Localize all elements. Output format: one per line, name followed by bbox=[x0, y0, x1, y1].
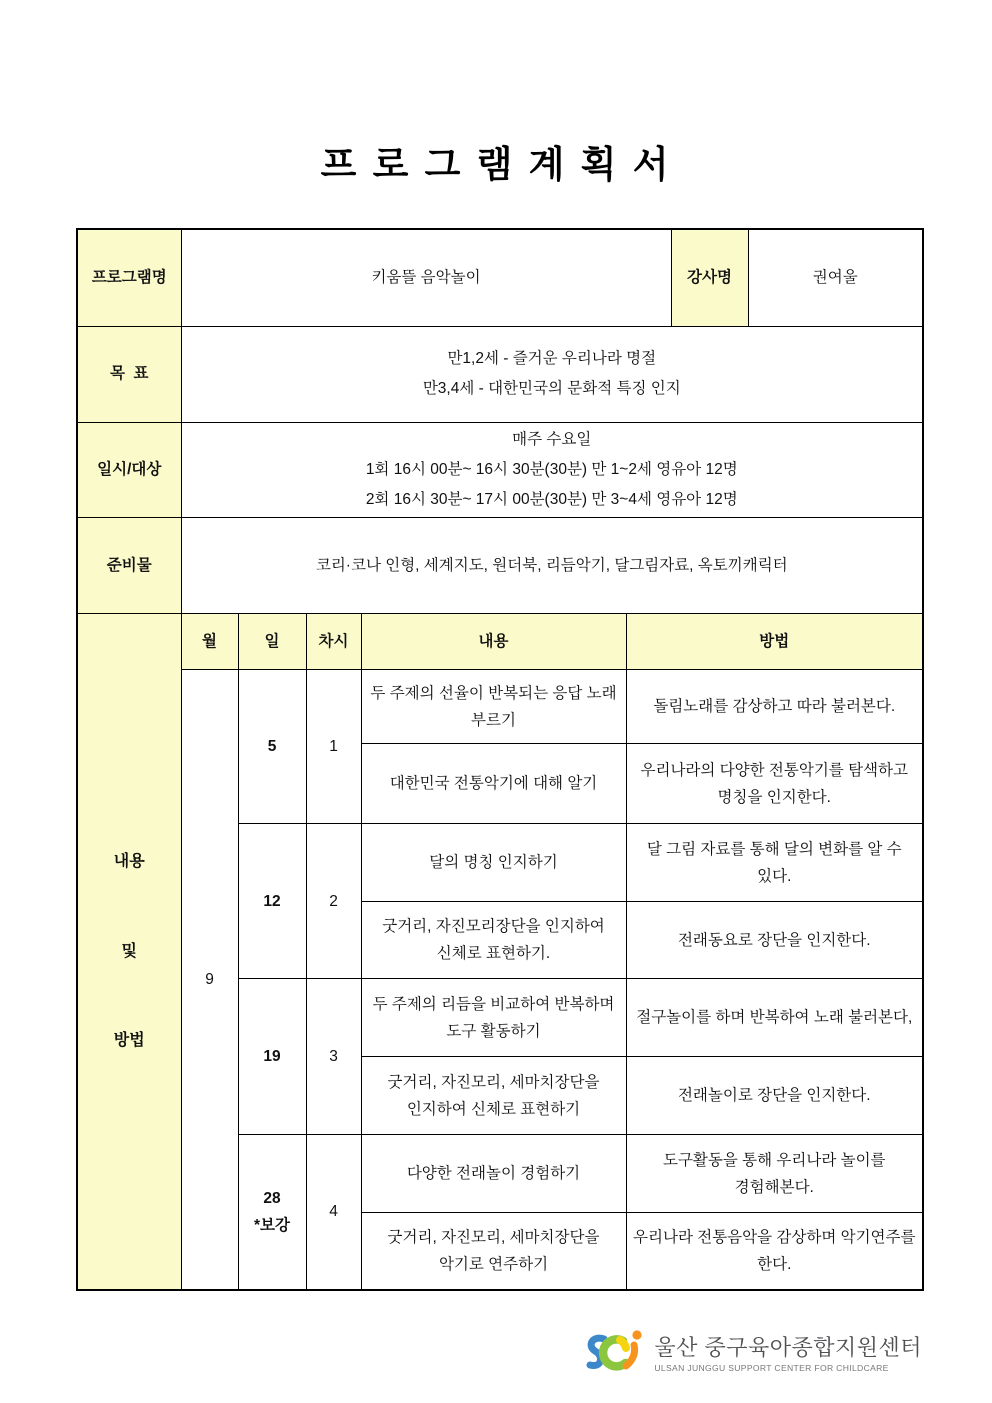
method-cell: 우리나라의 다양한 전통악기를 탐색하고 명칭을 인지한다. bbox=[626, 744, 923, 824]
content-cell: 다양한 전래놀이 경험하기 bbox=[361, 1135, 626, 1213]
day-note: *보강 bbox=[254, 1216, 290, 1234]
org-name-english: ULSAN JUNGGU SUPPORT CENTER FOR CHILDCARE bbox=[654, 1362, 889, 1373]
content-cell: 두 주제의 리듬을 비교하여 반복하며 도구 활동하기 bbox=[361, 979, 626, 1057]
method-cell: 도구활동을 통해 우리나라 놀이를 경험해본다. bbox=[626, 1135, 923, 1213]
day-cell: 5 bbox=[238, 670, 306, 824]
content-method-section-label: 내용 및 방법 bbox=[77, 614, 181, 1290]
day-cell bbox=[238, 1135, 306, 1290]
page-title: 프 로 그 램 계 획 서 bbox=[320, 144, 672, 185]
session-cell: 1 bbox=[306, 670, 361, 824]
schedule-value bbox=[181, 422, 923, 518]
materials-value: 코리·코나 인형, 세계지도, 원더북, 리듬악기, 달그림자료, 옥토끼캐릭터 bbox=[181, 518, 923, 614]
schedule-line-3: 2회 16시 30분~ 17시 00분(30분) 만 3~4세 영유아 12명 bbox=[365, 490, 738, 508]
session-cell: 4 bbox=[306, 1135, 361, 1290]
instructor-value: 권여울 bbox=[748, 229, 923, 326]
column-header-session: 차시 bbox=[306, 614, 361, 670]
program-plan-table bbox=[76, 228, 924, 1291]
content-cell: 달의 명칭 인지하기 bbox=[361, 824, 626, 902]
schedule-label: 일시/대상 bbox=[77, 422, 181, 518]
session-cell: 2 bbox=[306, 824, 361, 979]
materials-label: 준비물 bbox=[77, 518, 181, 614]
session-cell: 3 bbox=[306, 979, 361, 1135]
program-name-value: 키움뜰 음악놀이 bbox=[181, 229, 671, 326]
content-cell: 굿거리, 자진모리장단을 인지하여 신체로 표현하기. bbox=[361, 902, 626, 979]
method-cell: 돌림노래를 감상하고 따라 불러본다. bbox=[626, 670, 923, 744]
program-name-label: 프로그램명 bbox=[77, 229, 181, 326]
content-cell: 두 주제의 선율이 반복되는 응답 노래 부르기 bbox=[361, 670, 626, 744]
method-cell: 전래놀이로 장단을 인지한다. bbox=[626, 1057, 923, 1135]
org-name-korean: 울산 중구육아종합지원센터 bbox=[654, 1335, 922, 1361]
instructor-label: 강사명 bbox=[671, 229, 748, 326]
content-cell: 굿거리, 자진모리, 세마치장단을 인지하여 신체로 표현하기 bbox=[361, 1057, 626, 1135]
goal-value bbox=[181, 326, 923, 422]
goal-line-1: 만1,2세 - 즐거운 우리나라 명절 bbox=[447, 349, 657, 367]
sci-childcare-logo-icon bbox=[582, 1326, 644, 1383]
schedule-line-2: 1회 16시 00분~ 16시 30분(30분) 만 1~2세 영유아 12명 bbox=[365, 460, 738, 478]
footer-org-signature bbox=[582, 1326, 922, 1383]
goal-label: 목 표 bbox=[77, 326, 181, 422]
column-header-day: 일 bbox=[238, 614, 306, 670]
column-header-method: 방법 bbox=[626, 614, 923, 670]
column-header-month: 월 bbox=[181, 614, 238, 670]
day-cell: 12 bbox=[238, 824, 306, 979]
schedule-line-1: 매주 수요일 bbox=[512, 430, 592, 448]
method-cell: 달 그림 자료를 통해 달의 변화를 알 수 있다. bbox=[626, 824, 923, 902]
day-number: 28 bbox=[263, 1189, 281, 1207]
column-header-content: 내용 bbox=[361, 614, 626, 670]
day-cell: 19 bbox=[238, 979, 306, 1135]
content-cell: 대한민국 전통악기에 대해 알기 bbox=[361, 744, 626, 824]
goal-line-2: 만3,4세 - 대한민국의 문화적 특징 인지 bbox=[422, 380, 681, 397]
method-cell: 절구놀이를 하며 반복하여 노래 불러본다, bbox=[626, 979, 923, 1057]
month-cell: 9 bbox=[181, 670, 238, 1290]
method-cell: 전래동요로 장단을 인지한다. bbox=[626, 902, 923, 979]
content-cell: 굿거리, 자진모리, 세마치장단을 악기로 연주하기 bbox=[361, 1213, 626, 1290]
method-cell: 우리나라 전통음악을 감상하며 악기연주를 한다. bbox=[626, 1213, 923, 1290]
